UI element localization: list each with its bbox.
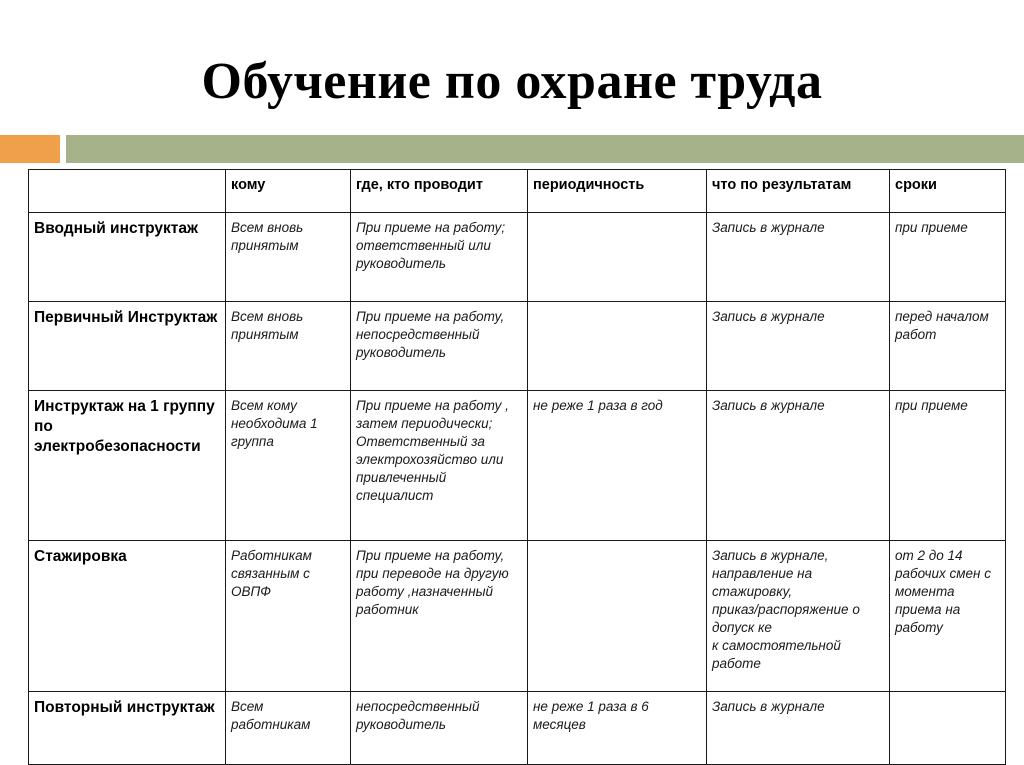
cell-who: непосредственный руководитель: [351, 692, 528, 765]
cell-term: при приеме: [890, 391, 1006, 541]
header-cell: [29, 170, 226, 213]
header-cell: периодичность: [528, 170, 707, 213]
row-title: Стажировка: [29, 541, 226, 692]
cell-period: [528, 541, 707, 692]
table-row: [29, 213, 1006, 302]
cell-result: Запись в журнале: [707, 213, 890, 302]
table-row: [29, 391, 1006, 541]
cell-kому: Всем кому необходима 1 группа: [226, 391, 351, 541]
cell-result: Запись в журнале, направление на стажировку, приказ/распоряжение о допуск ке к самостоятельной работе: [707, 541, 890, 692]
cell-who: При приеме на работу, при переводе на другую работу ,назначенный работник: [351, 541, 528, 692]
table-row: [29, 302, 1006, 391]
cell-term: от 2 до 14 рабочих смен с момента приема на работу: [890, 541, 1006, 692]
accent-bar-gray: [66, 135, 1024, 163]
cell-period: [528, 302, 707, 391]
cell-term: перед началом работ: [890, 302, 1006, 391]
cell-who: При приеме на работу; ответственный или руководитель: [351, 213, 528, 302]
row-title: Первичный Инструктаж: [29, 302, 226, 391]
cell-who: При приеме на работу, непосредственный руководитель: [351, 302, 528, 391]
cell-result: Запись в журнале: [707, 391, 890, 541]
cell-result: Запись в журнале: [707, 692, 890, 765]
cell-term: [890, 692, 1006, 765]
header-cell: где, кто проводит: [351, 170, 528, 213]
training-table: [28, 169, 1006, 765]
cell-kому: Работникам связанным с ОВПФ: [226, 541, 351, 692]
cell-result: Запись в журнале: [707, 302, 890, 391]
cell-who: При приеме на работу , затем периодически; Ответственный за электрохозяйство или привлеченный специалист: [351, 391, 528, 541]
header-cell: что по результатам: [707, 170, 890, 213]
cell-kому: Всем работникам: [226, 692, 351, 765]
cell-kому: Всем вновь принятым: [226, 302, 351, 391]
cell-period: [528, 213, 707, 302]
cell-period: не реже 1 раза в год: [528, 391, 707, 541]
row-title: Повторный инструктаж: [29, 692, 226, 765]
table-row: [29, 692, 1006, 765]
cell-period: не реже 1 раза в 6 месяцев: [528, 692, 707, 765]
table-header-row: [29, 170, 1006, 213]
page-title: Обучение по охране труда: [201, 53, 823, 110]
row-title: Вводный инструктаж: [29, 213, 226, 302]
header-cell: сроки: [890, 170, 1006, 213]
header-cell: кому: [226, 170, 351, 213]
cell-kому: Всем вновь принятым: [226, 213, 351, 302]
accent-bar-orange: [0, 135, 60, 163]
row-title: Инструктаж на 1 группу по электробезопасности: [29, 391, 226, 541]
table-row: [29, 541, 1006, 692]
cell-term: при приеме: [890, 213, 1006, 302]
